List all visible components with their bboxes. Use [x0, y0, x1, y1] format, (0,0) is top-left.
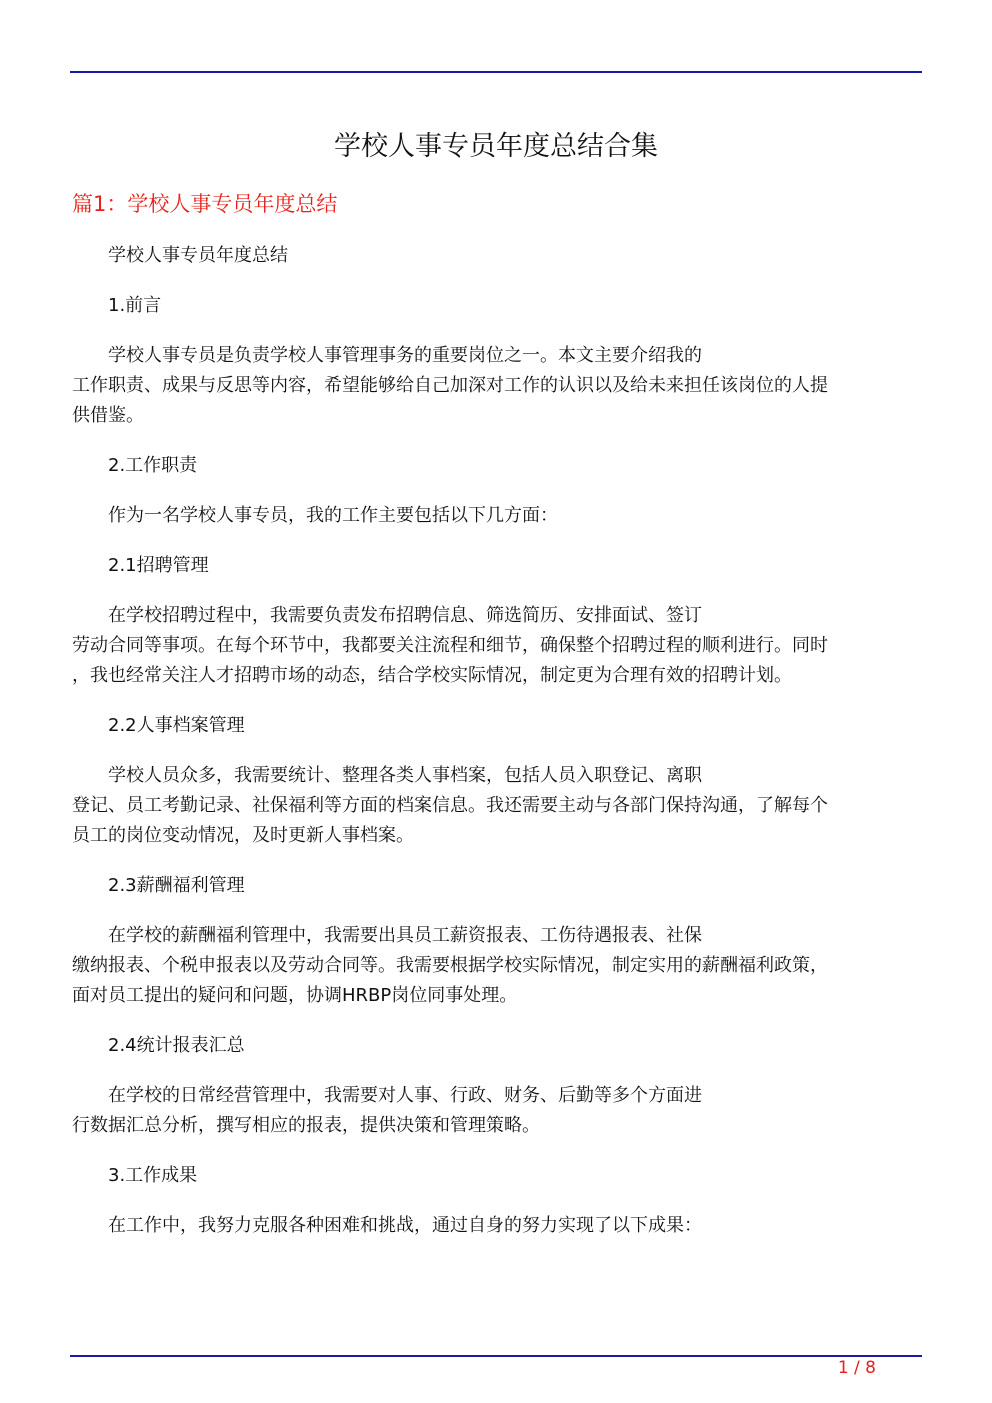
paragraph-line: 学校人事专员年度总结	[108, 245, 288, 266]
paragraph-line: 作为一名学校人事专员，我的工作主要包括以下几方面：	[108, 505, 558, 526]
document-title: 学校人事专员年度总结合集	[334, 131, 658, 162]
paragraph	[72, 341, 922, 431]
header-rule	[70, 71, 922, 73]
paragraph	[72, 921, 922, 1011]
paragraph	[72, 1161, 922, 1191]
paragraph-line: 工作职责、成果与反思等内容，希望能够给自己加深对工作的认识以及给未来担任该岗位的人提	[72, 375, 828, 396]
section-heading: 篇1：学校人事专员年度总结	[72, 192, 338, 216]
paragraph-line: 1.前言	[108, 295, 162, 316]
paragraph-line: 在学校的薪酬福利管理中，我需要出具员工薪资报表、工伤待遇报表、社保	[108, 925, 702, 946]
paragraph-line: 2.2人事档案管理	[108, 715, 245, 736]
paragraph	[72, 1031, 922, 1061]
paragraph-line: 2.1招聘管理	[108, 555, 209, 576]
paragraph-line: ，我也经常关注人才招聘市场的动态，结合学校实际情况，制定更为合理有效的招聘计划。	[72, 665, 792, 686]
paragraph	[72, 871, 922, 901]
paragraph-line: 劳动合同等事项。在每个环节中，我都要关注流程和细节，确保整个招聘过程的顺利进行。同时	[72, 635, 828, 656]
paragraph-line: 2.3薪酬福利管理	[108, 875, 245, 896]
paragraph-line: 学校人事专员是负责学校人事管理事务的重要岗位之一。本文主要介绍我的	[108, 345, 702, 366]
paragraph	[72, 501, 922, 531]
paragraph	[72, 1081, 922, 1141]
paragraph	[72, 601, 922, 691]
paragraph-line: 2.工作职责	[108, 455, 198, 476]
paragraph-line: 在学校的日常经营管理中，我需要对人事、行政、财务、后勤等多个方面进	[108, 1085, 702, 1106]
paragraph-line: 供借鉴。	[72, 405, 144, 426]
footer-rule	[70, 1355, 922, 1357]
paragraph	[72, 291, 922, 321]
paragraph-line: 员工的岗位变动情况，及时更新人事档案。	[72, 825, 414, 846]
document-body	[72, 241, 922, 1261]
page-number: 1 / 8	[837, 1358, 876, 1378]
paragraph-line: 登记、员工考勤记录、社保福利等方面的档案信息。我还需要主动与各部门保持沟通，了解每个	[72, 795, 828, 816]
paragraph-line: 学校人员众多，我需要统计、整理各类人事档案，包括人员入职登记、离职	[108, 765, 702, 786]
paragraph	[72, 711, 922, 741]
paragraph	[72, 551, 922, 581]
paragraph-line: 缴纳报表、个税申报表以及劳动合同等。我需要根据学校实际情况，制定实用的薪酬福利政策，	[72, 955, 828, 976]
paragraph-line: 2.4统计报表汇总	[108, 1035, 245, 1056]
paragraph	[72, 241, 922, 271]
paragraph-line: 面对员工提出的疑问和问题，协调HRBP岗位同事处理。	[72, 985, 518, 1006]
paragraph-line: 在工作中，我努力克服各种困难和挑战，通过自身的努力实现了以下成果：	[108, 1215, 702, 1236]
paragraph	[72, 451, 922, 481]
paragraph-line: 行数据汇总分析，撰写相应的报表，提供决策和管理策略。	[72, 1115, 540, 1136]
paragraph-line: 在学校招聘过程中，我需要负责发布招聘信息、筛选简历、安排面试、签订	[108, 605, 702, 626]
paragraph	[72, 761, 922, 851]
paragraph	[72, 1211, 922, 1241]
paragraph-line: 3.工作成果	[108, 1165, 198, 1186]
